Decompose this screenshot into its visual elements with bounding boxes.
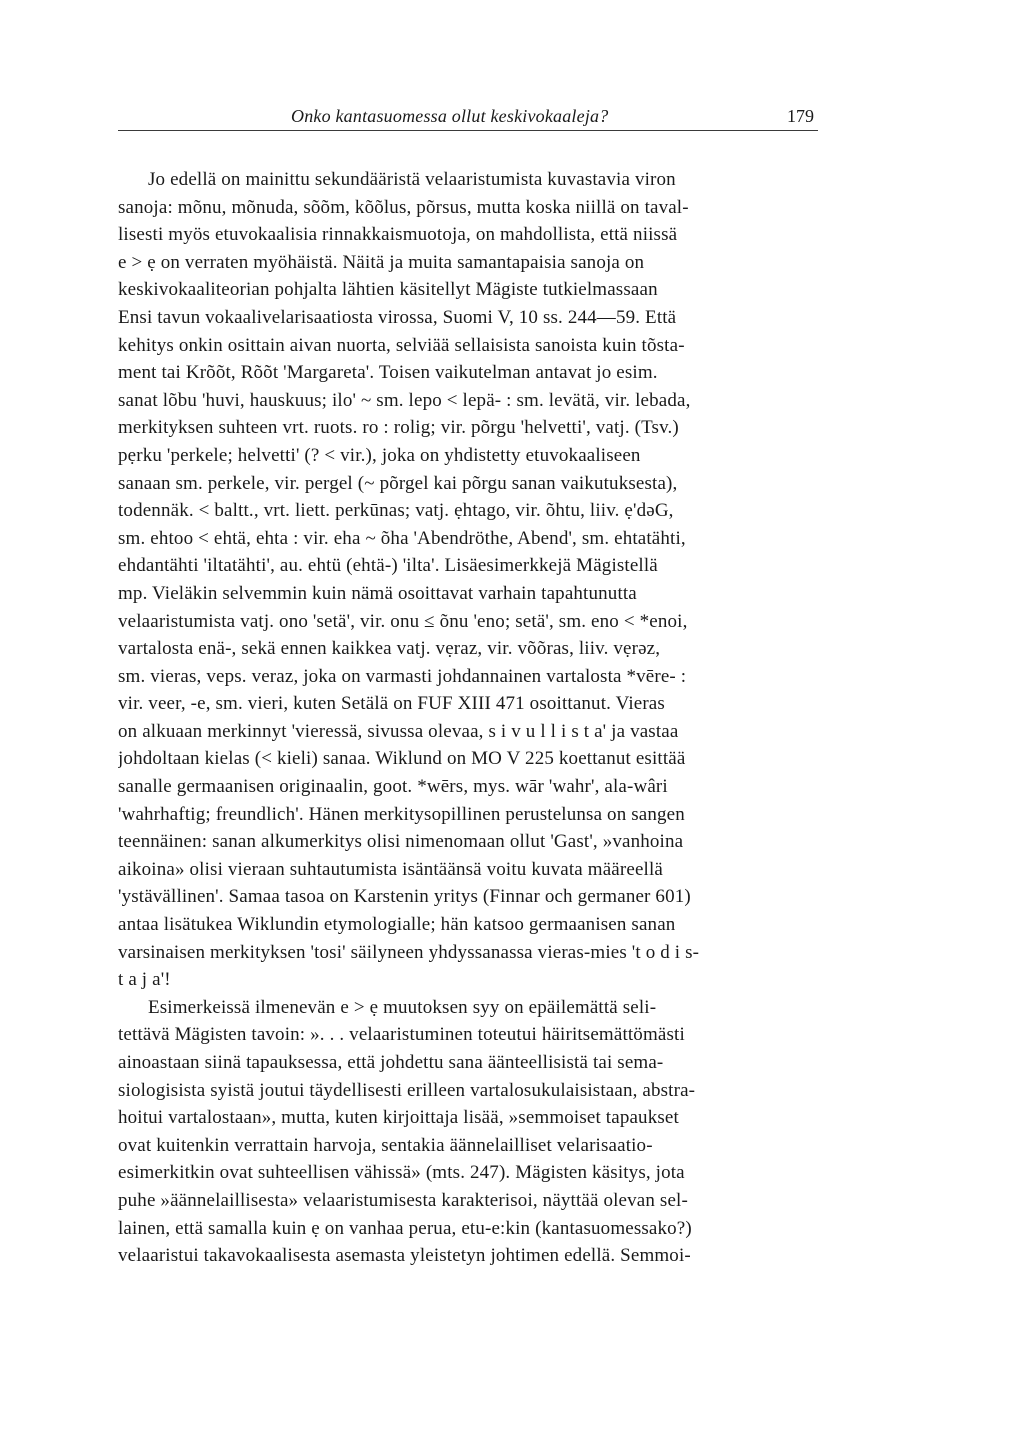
text-line: sanaan sm. perkele, vir. pergel (~ põrgel kai põrgu sanan vaikutuksesta), (118, 472, 678, 494)
text-line: sanalle germaanisen originaalin, goot. *wērs, mys. wār 'wahr', ala-wâri (118, 776, 668, 798)
text-line: mp. Vieläkin selvemmin kuin nämä osoittavat varhain tapahtunutta (118, 582, 637, 604)
text-line: ment tai Krõõt, Rõõt 'Margareta'. Toisen vaikutelman antavat jo esim. (118, 362, 658, 384)
text-line: 'wahrhaftig; freundlich'. Hänen merkitysopillinen perustelunsa on sangen (118, 803, 685, 825)
text-line: on alkuaan merkinnyt 'vieressä, sivussa olevaa, s i v u l l i s t a' ja vastaa (118, 720, 679, 742)
text-line: varsinaisen merkityksen 'tosi' säilyneen yhdyssanassa vieras-mies 't o d i s- (118, 941, 700, 963)
text-line: siologisista syistä joutui täydellisesti erilleen vartalosukulaisistaan, abstra- (118, 1079, 696, 1101)
text-line: sm. ehtoo < ehtä, ehta : vir. eha ~ õha 'Abendröthe, Abend', sm. ehtatähti, (118, 527, 686, 549)
text-line: johdoltaan kielas (< kieli) sanaa. Wiklund on MO V 225 koettanut esittää (118, 748, 686, 770)
text-line: sanoja: mõnu, mõnuda, sõõm, kõõlus, põrsus, mutta koska niillä on taval- (118, 196, 689, 218)
text-line: velaaristumista vatj. ono 'setä', vir. onu ≤ õnu 'eno; setä', sm. eno < *enoi, (118, 610, 688, 632)
text-line: aikoina» olisi vieraan suhtautumista isäntäänsä voitu kuvata määreellä (118, 858, 663, 880)
text-line: todennäk. < baltt., vrt. liett. perkūnas; vatj. ẹhtago, vir. õhtu, liiv. ẹ'dəG, (118, 500, 674, 522)
text-line: antaa lisätukea Wiklundin etymologialle; hän katsoo germaanisen sanan (118, 914, 676, 936)
text-line: Ensi tavun vokaalivelarisaatiosta virossa, Suomi V, 10 ss. 244—59. Että (118, 306, 677, 328)
text-line: Jo edellä on mainittu sekundääristä velaaristumista kuvastavia viron (148, 169, 676, 190)
text-line: puhe »äännelaillisesta» velaaristumisesta karakterisoi, näyttää olevan sel- (118, 1189, 688, 1211)
text-line: sanat lõbu 'huvi, hauskuus; ilo' ~ sm. lepo < lepä- : sm. levätä, vir. lebada, (118, 389, 691, 411)
text-line: kehitys onkin osittain aivan nuorta, selviää sellaisista sanoista kuin tõsta- (118, 334, 685, 356)
text-line: pẹrku 'perkele; helvetti' (? < vir.), joka on yhdistetty etuvokaaliseen (118, 444, 641, 466)
text-line: tettävä Mägisten tavoin: ». . . velaaristuminen toteutui häiritsemättömästi (118, 1024, 685, 1046)
text-line: velaaristui takavokaalisesta asemasta yleistetyn johtimen edellä. Semmoi- (118, 1245, 691, 1267)
text-line: teennäinen: sanan alkumerkitys olisi nimenomaan ollut 'Gast', »vanhoina (118, 831, 684, 853)
text-line: 'ystävällinen'. Samaa tasoa on Karstenin yritys (Finnar och germaner 601) (118, 886, 691, 908)
running-title: Onko kantasuomessa ollut keskivokaaleja? (291, 106, 609, 126)
text-line: lainen, että samalla kuin ẹ on vanhaa perua, etu-e:kin (kantasuomessako?) (118, 1217, 692, 1239)
header-rule (118, 130, 818, 131)
text-line: vartalosta enä-, sekä ennen kaikkea vatj. vẹraz, vir. võõras, liiv. vẹrəz, (118, 638, 661, 660)
text-line: sm. vieras, veps. veraz, joka on varmasti johdannainen vartalosta *vēre- : (118, 665, 687, 687)
text-line: e > ẹ on verraten myöhäistä. Näitä ja muita samantapaisia sanoja on (118, 251, 645, 273)
text-line: esimerkitkin ovat suhteellisen vähissä» (mts. 247). Mägisten käsitys, jota (118, 1162, 685, 1184)
text-line: ovat kuitenkin verrattain harvoja, sentakia äännelailliset velarisaatio- (118, 1134, 653, 1156)
page-number: 179 (787, 106, 814, 126)
text-line: ehdantähti 'iltatähti', au. ehtü (ehtä-) 'ilta'. Lisäesimerkkejä Mägistellä (118, 555, 658, 577)
text-line: hoitui vartalostaan», mutta, kuten kirjoittaja lisää, »semmoiset tapaukset (118, 1107, 679, 1129)
body-text (118, 166, 818, 1270)
text-line: vir. veer, -e, sm. vieri, kuten Setälä on FUF XIII 471 osoittanut. Vieras (118, 693, 665, 715)
text-line: Esimerkeissä ilmenevän e > ẹ muutoksen syy on epäilemättä seli- (148, 996, 657, 1018)
text-line: merkityksen suhteen vrt. ruots. ro : rolig; vir. põrgu 'helvetti', vatj. (Tsv.) (118, 417, 679, 439)
running-header (0, 100, 1024, 132)
text-line: t a j a'! (118, 969, 171, 991)
text-line: lisesti myös etuvokaalisia rinnakkaismuotoja, on mahdollista, että niissä (118, 224, 678, 246)
text-line: ainoastaan siinä tapauksessa, että johdettu sana äänteellisistä tai sema- (118, 1052, 664, 1073)
text-line: keskivokaaliteorian pohjalta lähtien käsitellyt Mägiste tutkielmassaan (118, 279, 658, 301)
